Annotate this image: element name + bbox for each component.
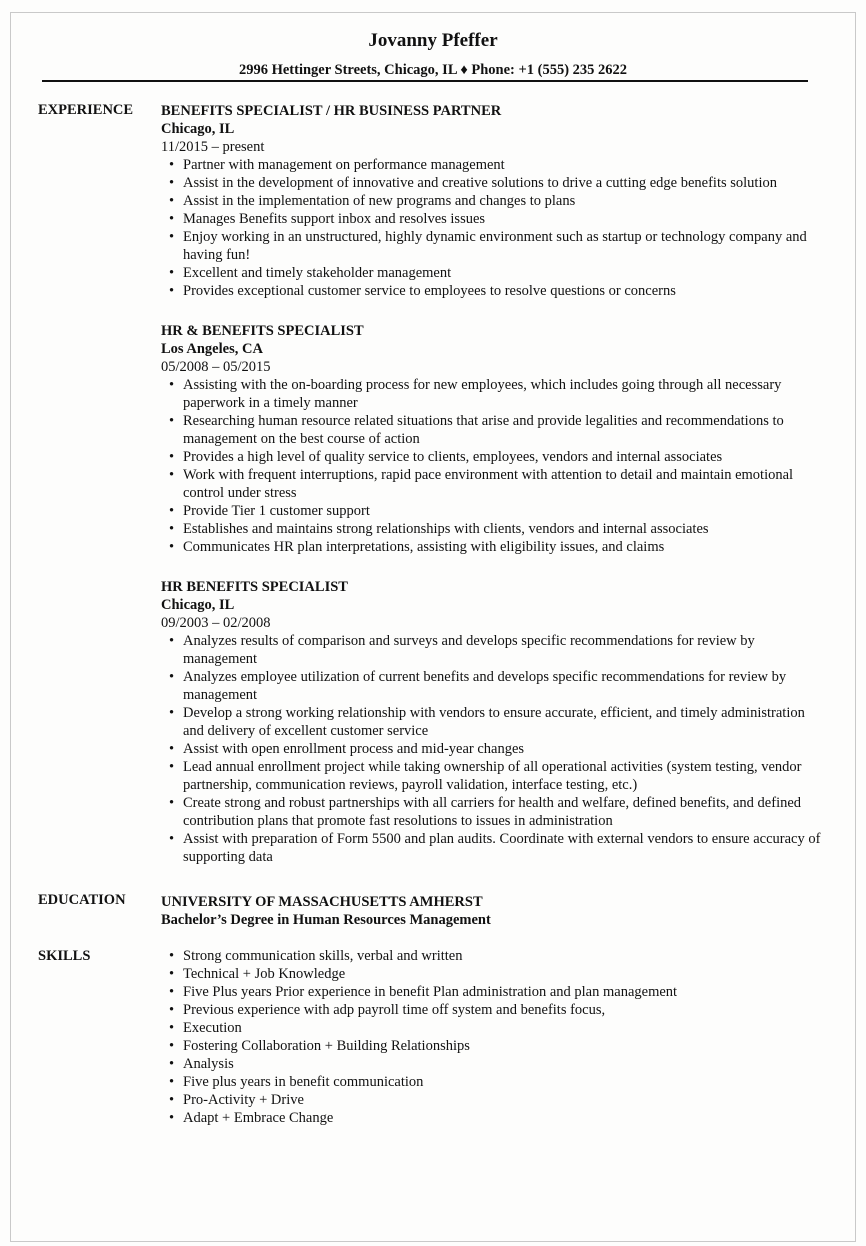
list-item: • Work with frequent interruptions, rapid pace environment with attention to detail and maintain emotional control under stress bbox=[161, 466, 826, 502]
list-item: • Assist in the development of innovative and creative solutions to drive a cutting edge benefits solution bbox=[161, 174, 826, 192]
list-item: • Five Plus years Prior experience in benefit Plan administration and plan management bbox=[161, 983, 826, 1001]
job-location: Chicago, IL bbox=[161, 597, 235, 613]
job-location: Los Angeles, CA bbox=[161, 341, 263, 357]
skills-bullets bbox=[161, 947, 826, 1127]
list-item: • Assist with preparation of Form 5500 and plan audits. Coordinate with external vendors to ensure accuracy of supporting data bbox=[161, 830, 826, 866]
job-dates: 05/2008 – 05/2015 bbox=[161, 359, 271, 375]
list-item: • Researching human resource related situations that arise and provide legalities and recommendations to management on the best course of action bbox=[161, 412, 826, 448]
job-title: HR & BENEFITS SPECIALIST bbox=[161, 323, 364, 339]
list-item: • Create strong and robust partnerships with all carriers for health and welfare, defined benefits, and defined contribution plans that promote fast resolutions to issues in administration bbox=[161, 794, 826, 830]
job-entry bbox=[161, 322, 826, 556]
list-item: • Partner with management on performance management bbox=[161, 156, 826, 174]
list-item: • Pro-Activity + Drive bbox=[161, 1091, 826, 1109]
education-heading: EDUCATION bbox=[38, 892, 126, 908]
list-item: • Assisting with the on-boarding process for new employees, which includes going through all necessary paperwork in a timely manner bbox=[161, 376, 826, 412]
candidate-name: Jovanny Pfeffer bbox=[368, 30, 498, 51]
list-item: • Adapt + Embrace Change bbox=[161, 1109, 826, 1127]
list-item: • Establishes and maintains strong relationships with clients, vendors and internal associates bbox=[161, 520, 826, 538]
skills-list bbox=[161, 947, 826, 1127]
list-item: • Execution bbox=[161, 1019, 826, 1037]
list-item: • Communicates HR plan interpretations, assisting with eligibility issues, and claims bbox=[161, 538, 826, 556]
list-item: • Analyzes employee utilization of current benefits and develops specific recommendations for review by management bbox=[161, 668, 826, 704]
job-title: HR BENEFITS SPECIALIST bbox=[161, 579, 348, 595]
degree: Bachelor’s Degree in Human Resources Management bbox=[161, 912, 491, 928]
job-dates: 11/2015 – present bbox=[161, 139, 265, 155]
job-entry bbox=[161, 578, 826, 866]
job-bullets bbox=[161, 632, 826, 866]
education-entry bbox=[161, 893, 826, 929]
job-title: BENEFITS SPECIALIST / HR BUSINESS PARTNER bbox=[161, 103, 502, 119]
contact-line: 2996 Hettinger Streets, Chicago, IL ♦ Phone: +1 (555) 235 2622 bbox=[238, 62, 628, 78]
skills-heading: SKILLS bbox=[38, 948, 91, 964]
job-bullets bbox=[161, 376, 826, 556]
list-item: • Enjoy working in an unstructured, highly dynamic environment such as startup or technology company and having fun! bbox=[161, 228, 826, 264]
list-item: • Develop a strong working relationship with vendors to ensure accurate, efficient, and timely administration and delivery of excellent customer service bbox=[161, 704, 826, 740]
list-item: • Provides exceptional customer service to employees to resolve questions or concerns bbox=[161, 282, 826, 300]
list-item: • Assist with open enrollment process and mid-year changes bbox=[161, 740, 826, 758]
job-location: Chicago, IL bbox=[161, 121, 235, 137]
school-name: UNIVERSITY OF MASSACHUSETTS AMHERST bbox=[161, 894, 483, 910]
list-item: • Provides a high level of quality service to clients, employees, vendors and internal associates bbox=[161, 448, 826, 466]
list-item: • Previous experience with adp payroll time off system and benefits focus, bbox=[161, 1001, 826, 1019]
job-entry bbox=[161, 102, 826, 300]
list-item: • Assist in the implementation of new programs and changes to plans bbox=[161, 192, 826, 210]
list-item: • Excellent and timely stakeholder management bbox=[161, 264, 826, 282]
experience-heading: EXPERIENCE bbox=[38, 102, 134, 118]
list-item: • Lead annual enrollment project while taking ownership of all operational activities (system testing, vendor partnership, communication reviews, payroll validation, interface testing, etc.) bbox=[161, 758, 826, 794]
list-item: • Fostering Collaboration + Building Relationships bbox=[161, 1037, 826, 1055]
job-dates: 09/2003 – 02/2008 bbox=[161, 615, 271, 631]
list-item: • Strong communication skills, verbal and written bbox=[161, 947, 826, 965]
list-item: • Manages Benefits support inbox and resolves issues bbox=[161, 210, 826, 228]
list-item: • Provide Tier 1 customer support bbox=[161, 502, 826, 520]
list-item: • Analysis bbox=[161, 1055, 826, 1073]
list-item: • Analyzes results of comparison and surveys and develops specific recommendations for review by management bbox=[161, 632, 826, 668]
list-item: • Technical + Job Knowledge bbox=[161, 965, 826, 983]
header-divider bbox=[42, 80, 808, 82]
list-item: • Five plus years in benefit communication bbox=[161, 1073, 826, 1091]
job-bullets bbox=[161, 156, 826, 300]
